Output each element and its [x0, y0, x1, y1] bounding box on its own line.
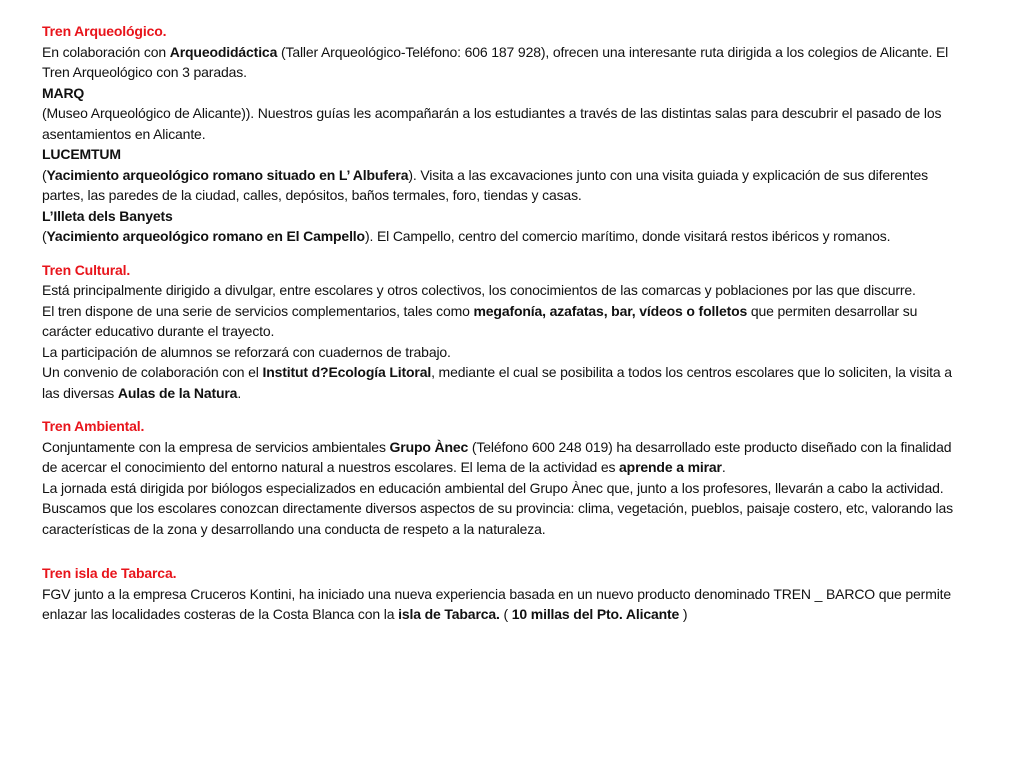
paragraph	[42, 362, 970, 403]
text-run: En colaboración con	[42, 43, 170, 60]
text-run: (Teléfono 600 248 019) ha desarrollado este producto diseñado con la finalidad de acercar el conocimiento del entorno natural a nuestros escolares. El lema de la actividad es	[42, 438, 952, 475]
bold-text: Yacimiento arqueológico romano en El Campello	[46, 228, 365, 244]
text-run: La participación de alumnos se reforzará con cuadernos de trabajo.	[42, 343, 451, 360]
text-run: (	[42, 228, 47, 244]
text-run: El tren dispone de una serie de servicios complementarios, tales como	[42, 302, 474, 319]
bold-text: aprende a mirar	[619, 459, 722, 475]
bold-text: Aulas de la Natura	[117, 384, 238, 401]
text-run: que permiten desarrollar su carácter educativo durante el trayecto.	[42, 302, 918, 339]
bold-text: Institut d?Ecología Litoral	[262, 364, 432, 380]
bold-text: 10 millas del Pto. Alicante	[511, 606, 680, 622]
paragraph	[42, 165, 970, 206]
bold-text: megafonía, azafatas, bar, vídeos o folletos	[473, 302, 748, 319]
paragraph	[42, 342, 970, 363]
bold-text: MARQ	[42, 84, 85, 101]
text-run: La jornada está dirigida por biólogos especializados en educación ambiental del Grupo Ànec que, junto a los profesores, llevarán a cabo la actividad.	[42, 479, 944, 496]
paragraph	[42, 478, 970, 499]
section-title: Tren Cultural.	[42, 261, 131, 278]
paragraph	[42, 437, 970, 478]
paragraph	[42, 83, 970, 104]
text-run: (	[499, 606, 512, 622]
slide-content	[42, 21, 970, 625]
text-run: , mediante el cual se posibilita a todos los centros escolares que lo soliciten, la visita a las diversas	[42, 364, 952, 401]
section-title: Tren Arqueológico.	[42, 23, 167, 39]
paragraph	[42, 206, 970, 227]
bold-text: Arqueodidáctica	[169, 43, 278, 60]
section-tren-isla-de-tabarca	[42, 563, 970, 625]
paragraph	[42, 144, 970, 165]
text-run: .	[237, 384, 242, 401]
text-run: Está principalmente dirigido a divulgar, entre escolares y otros colectivos, los conocimientos de las comarcas y poblaciones por las que discurre.	[42, 282, 916, 298]
text-run: ). El Campello, centro del comercio marítimo, donde visitará restos ibéricos y romanos.	[364, 228, 891, 244]
bold-text: Yacimiento arqueológico romano situado en L’ Albufera	[46, 166, 409, 183]
text-run: )	[679, 606, 688, 622]
section-tren-cultural	[42, 260, 970, 404]
text-run: Conjuntamente con la empresa de servicios ambientales	[42, 438, 390, 455]
paragraph	[42, 226, 970, 247]
section-tren-ambiental	[42, 416, 970, 539]
section-title: Tren Ambiental.	[42, 418, 145, 434]
bold-text: LUCEMTUM	[42, 146, 121, 162]
bold-text: Grupo Ànec	[389, 438, 469, 455]
section-title: Tren isla de Tabarca.	[42, 565, 177, 581]
text-run: .	[721, 459, 726, 475]
paragraph	[42, 498, 970, 539]
paragraph	[42, 42, 970, 83]
text-run: Buscamos que los escolares conozcan directamente diversos aspectos de su provincia: clima, vegetación, pueblos, paisaje costero, etc, valorando las características de la zona y desarrollando una conducta de respeto a la naturaleza.	[42, 500, 954, 537]
bold-text: isla de Tabarca.	[398, 606, 500, 622]
paragraph	[42, 584, 970, 625]
paragraph	[42, 280, 970, 301]
paragraph	[42, 103, 970, 144]
text-run: Un convenio de colaboración con el	[42, 364, 263, 380]
section-tren-arqueologico	[42, 21, 970, 247]
text-run: FGV junto a la empresa Cruceros Kontini, ha iniciado una nueva experiencia basada en un nuevo producto denominado TREN _ BARCO que permite enlazar las localidades costeras de la Costa Blanca con la	[42, 585, 952, 622]
text-run: ). Visita a las excavaciones junto con una visita guiada y explicación de sus diferentes partes, las paredes de la ciudad, calles, depósitos, baños termales, foro, tiendas y casas.	[42, 166, 928, 203]
paragraph	[42, 301, 970, 342]
text-run: (Museo Arqueológico de Alicante)). Nuestros guías les acompañarán a los estudiantes a través de las distintas salas para descubrir el pasado de los asentamientos en Alicante.	[42, 105, 942, 142]
bold-text: L’Illeta dels Banyets	[42, 207, 173, 224]
text-run: (	[42, 166, 47, 183]
text-run: (Taller Arqueológico-Teléfono: 606 187 928), ofrecen una interesante ruta dirigida a los colegios de Alicante. El Tren Arqueológico con 3 paradas.	[42, 43, 949, 80]
